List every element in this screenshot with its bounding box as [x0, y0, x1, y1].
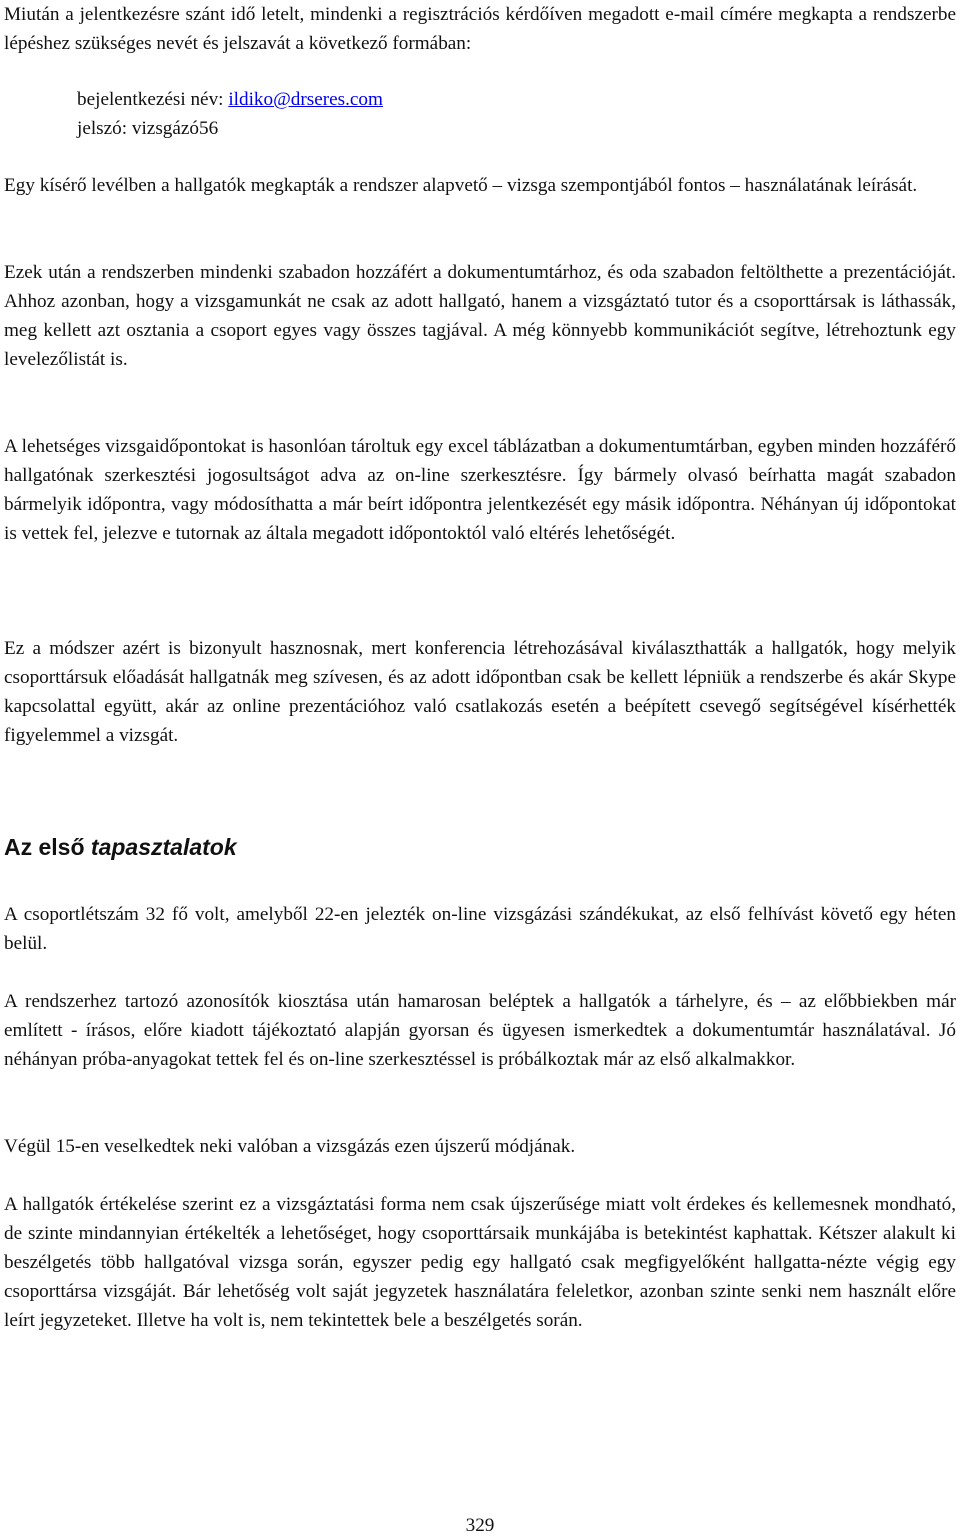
paragraph-group-size: A csoportlétszám 32 fő volt, amelyből 22-en jelezték on-line vizsgázási szándékukat, az első felhívást követő egy héten belül.	[4, 904, 956, 954]
paragraph-conference: Ez a módszer azért is bizonyult hasznosnak, mert konferencia létrehozásával kiválaszthatták a hallgatók, hogy melyik csoporttársuk előadását hallgatnák meg szívesen, és az adott időpontban csak be kellett lépniük a rendszerbe és akár Skype kapcsolattal együtt, akár az online prezentációhoz való csatlakozás esetén a beépített csevegő segítségével kísérhették figyelemmel a vizsgát.	[4, 638, 956, 746]
paragraph-participants: Végül 15-en veselkedtek neki valóban a vizsgázás ezen újszerű módjának.	[4, 1136, 576, 1157]
login-name-label: bejelentkezési név:	[77, 89, 229, 110]
email-link[interactable]: ildiko@drseres.com	[228, 89, 383, 110]
section-heading-italic: tapasztalatok	[90, 834, 237, 860]
login-name-line	[77, 85, 383, 114]
paragraph-cover-letter: Egy kísérő levélben a hallgatók megkapták a rendszer alapvető – vizsga szempontjából fontos – használatának leírását.	[4, 175, 918, 196]
paragraph-first-login: A rendszerhez tartozó azonosítók kiosztása után hamarosan beléptek a hallgatók a tárhelyre, és – az előbbiekben már említett - írásos, előre kiadott tájékoztató alapján gyorsan és ügyesen ismerkedtek a dokumentumtár használatával. Jó néhányan próba-anyagokat tettek fel és on-line szerkesztéssel is próbálkoztak már az első alkalmakkor.	[4, 991, 956, 1070]
password-line: jelszó: vizsgázó56	[77, 118, 219, 139]
paragraph-document-store: Ezek után a rendszerben mindenki szabadon hozzáfért a dokumentumtárhoz, és oda szabadon feltölthette a prezentációját. Ahhoz azonban, hogy a vizsgamunkát ne csak az adott hallgató, hanem a vizsgáztató tutor és a csoporttársak is láthassák, meg kellett azt osztania a csoport egyes vagy összes tagjával. A még könnyebb kommunikációt segítve, létrehoztunk egy levelezőlistát is.	[4, 262, 956, 370]
paragraph-evaluation: A hallgatók értékelése szerint ez a vizsgáztatási forma nem csak újszerűsége miatt volt érdekes és kellemesnek mondható, de szinte mindannyian értékelték a lehetőséget, hogy csoporttársaik munkájába is betekintést kaphattak. Kétszer alakult ki beszélgetés több hallgatóval vizsga során, egyszer pedig egy hallgató csak megfigyelőként hallgatta-nézte végig egy csoporttársa vizsgáját. Bár lehetőség volt saját jegyzetek használatára feleletkor, azonban szinte senki nem használt előre leírt jegyzeteket. Illetve ha volt is, nem tekintettek bele a beszélgetés során.	[4, 1194, 956, 1331]
page-number: 329	[465, 1515, 495, 1536]
section-heading-normal: Az első	[4, 834, 91, 860]
paragraph-login-info: Miután a jelentkezésre szánt idő letelt, mindenki a regisztrációs kérdőíven megadott e-mail címére megkapta a rendszerbe lépéshez szükséges nevét és jelszavát a következő formában:	[4, 4, 956, 54]
section-heading	[4, 830, 237, 864]
paragraph-exam-dates: A lehetséges vizsgaidőpontokat is hasonlóan tároltuk egy excel táblázatban a dokumentumtárban, egyben minden hozzáférő hallgatónak szerkesztési jogosultságot adva az on-line szerkesztésre. Így bármely olvasó beírhatta magát szabadon bármelyik időpontra, vagy módosíthatta a már beírt időpontra jelentkezését egy másik időpontra. Néhányan új időpontokat is vettek fel, jelezve e tutornak az általa megadott időpontoktól való eltérés lehetőségét.	[4, 436, 956, 544]
